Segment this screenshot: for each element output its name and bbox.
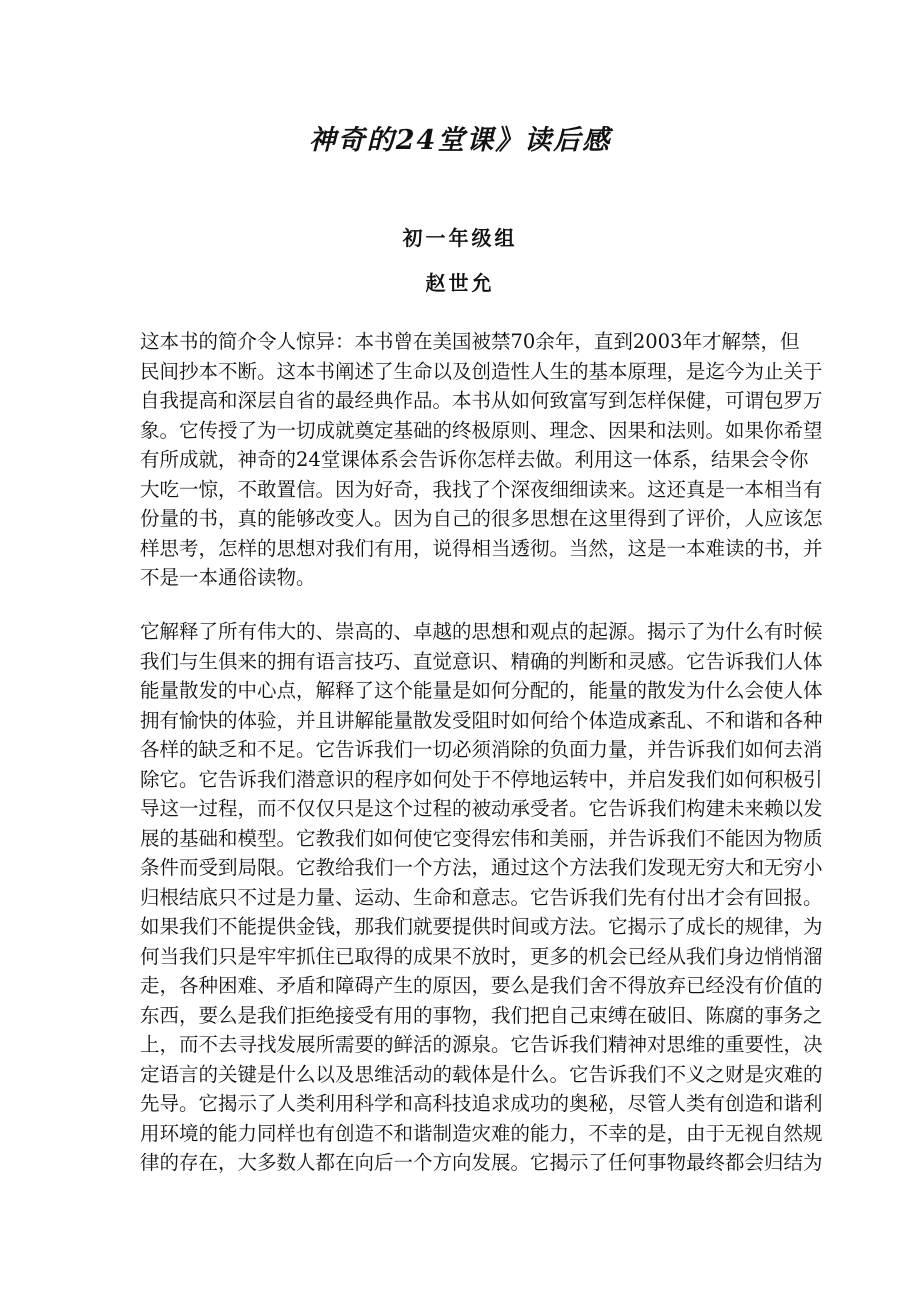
text-line: 份量的书，真的能够改变人。因为自己的很多思想在这里得到了评价，人应该怎 — [140, 507, 823, 530]
text-line: 用环境的能力同样也有创造不和谐制造灾难的能力，不幸的是，由于无视自然规 — [140, 1121, 823, 1145]
text-line: 走，各种困难、矛盾和障碍产生的原因，要么是我们舍不得放弃已经没有价值的 — [140, 974, 823, 997]
text-line: 象。它传授了为一切成就奠定基础的终极原则、理念、因果和法则。如果你希望 — [140, 418, 823, 442]
text-line: 这本书的简介令人惊异：本书曾在美国被禁70余年，直到2003年才解禁，但 — [140, 330, 800, 353]
paragraph-2 — [140, 617, 823, 1178]
text-line: 条件而受到局限。它教给我们一个方法，通过这个方法我们发现无穷大和无穷小 — [140, 856, 823, 879]
document-title: 神奇的24堂课》读后感 — [308, 125, 612, 156]
text-line: 它解释了所有伟大的、崇高的、卓越的思想和观点的起源。揭示了为什么有时候 — [140, 620, 823, 643]
text-line: 各样的缺乏和不足。它告诉我们一切必须消除的负面力量，并告诉我们如何去消 — [140, 738, 823, 761]
text-line: 自我提高和深层自省的最经典作品。本书从如何致富写到怎样保健，可谓包罗万 — [140, 389, 823, 412]
text-line: 先导。它揭示了人类利用科学和高科技追求成功的奥秘，尽管人类有创造和谐利 — [140, 1092, 823, 1115]
text-line: 如果我们不能提供金钱，那我们就要提供时间或方法。它揭示了成长的规律，为 — [140, 915, 823, 938]
text-line: 定语言的关键是什么以及思维活动的载体是什么。它告诉我们不义之财是灾难的 — [140, 1062, 823, 1086]
text-line: 导这一过程，而不仅仅只是这个过程的被动承受者。它告诉我们构建未来赖以发 — [140, 797, 823, 820]
text-line: 展的基础和模型。它教我们如何使它变得宏伟和美丽，并告诉我们不能因为物质 — [140, 826, 823, 850]
text-line: 民间抄本不断。这本书阐述了生命以及创造性人生的基本原理，是迄今为止关于 — [140, 359, 823, 383]
text-line: 上，而不去寻找发展所需要的鲜活的源泉。它告诉我们精神对思维的重要性，决 — [140, 1033, 823, 1056]
paragraph-1 — [140, 327, 823, 593]
author-name: 赵世允 — [425, 271, 495, 295]
text-line: 不是一本通俗读物。 — [140, 566, 316, 589]
text-line: 拥有愉快的体验，并且讲解能量散发受阻时如何给个体造成紊乱、不和谐和各种 — [140, 708, 823, 732]
text-line: 归根结底只不过是力量、运动、生命和意志。它告诉我们先有付出才会有回报。 — [140, 885, 823, 909]
text-line: 有所成就，神奇的24堂课体系会告诉你怎样去做。利用这一体系，结果会令你 — [140, 448, 809, 471]
text-line: 样思考，怎样的思想对我们有用，说得相当透彻。当然，这是一本难读的书，并 — [140, 536, 823, 560]
text-line: 大吃一惊，不敢置信。因为好奇，我找了个深夜细细读来。这还真是一本相当有 — [140, 477, 823, 501]
text-line: 律的存在，大多数人都在向后一个方向发展。它揭示了任何事物最终都会归结为 — [140, 1151, 823, 1174]
text-line: 除它。它告诉我们潜意识的程序如何处于不停地运转中，并启发我们如何积极引 — [140, 767, 823, 791]
text-line: 东西，要么是我们拒绝接受有用的事物，我们把自己束缚在破旧、陈腐的事务之 — [140, 1003, 823, 1027]
author-group: 初一年级组 — [402, 226, 518, 250]
text-line: 我们与生俱来的拥有语言技巧、直觉意识、精确的判断和灵感。它告诉我们人体 — [140, 649, 823, 673]
text-line: 何当我们只是牢牢抓住已取得的成果不放时，更多的机会已经从我们身边悄悄溜 — [140, 944, 823, 968]
text-line: 能量散发的中心点，解释了这个能量是如何分配的，能量的散发为什么会使人体 — [140, 679, 823, 702]
